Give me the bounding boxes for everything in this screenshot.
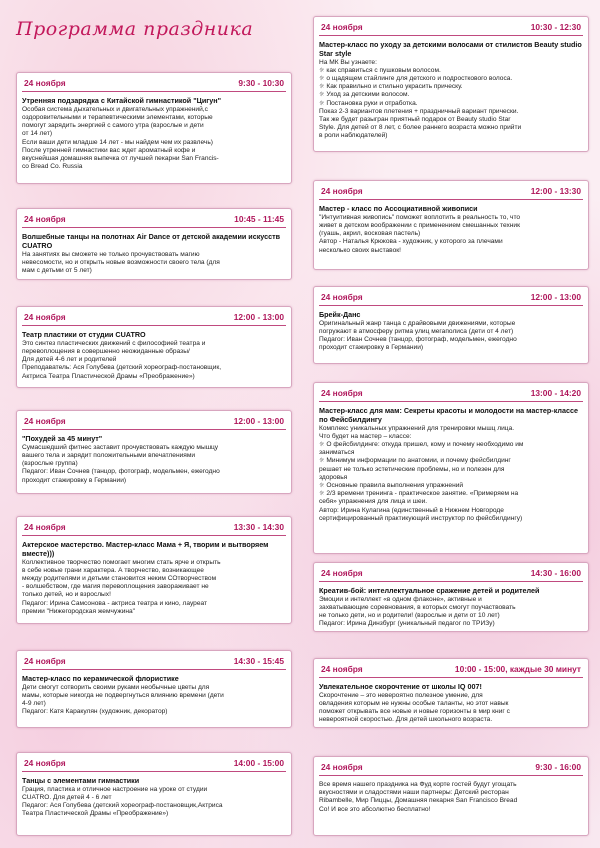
event-date: 24 ноября — [321, 388, 363, 398]
description-line: - волшебством, где магия перевоплощения завораживает не — [22, 583, 209, 591]
description-line: ☼ Минимум информации по анатомии, и почему фейсбилдинг — [319, 457, 511, 465]
description-line: между родителями и детьми становится неким СОтворчеством — [22, 575, 217, 582]
event-time: 10:45 - 11:45 — [234, 214, 284, 224]
description-line: Педагог: Ирина Динзбург (уникальный педагог по ТРИЗу) — [319, 620, 495, 628]
event-header — [319, 565, 583, 582]
event-card — [16, 516, 292, 624]
bullet-icon: ☼ — [319, 91, 325, 99]
description-line: Комплекс уникальных упражнений для тренировки мышц лица. — [319, 424, 515, 432]
event-header — [319, 19, 583, 36]
page-title: Программа праздника — [16, 18, 254, 40]
event-description — [22, 559, 286, 616]
event-date: 24 ноября — [321, 22, 363, 32]
description-line: Скорочтение – это невероятно полезное умение, для — [319, 691, 483, 699]
description-line: Грация, пластика и отличное настроение на уроке от студии — [22, 785, 208, 793]
event-card — [313, 286, 589, 364]
bullet-icon: ☼ — [319, 457, 325, 465]
event-header — [22, 75, 286, 92]
description-line: Педагог: Иван Сочнев (танцор, фотограф, модельмен, ежегодно — [319, 336, 517, 344]
description-line: вкусностями и сладостями наши партнеры: Детский ресторан — [319, 789, 509, 797]
event-time: 9:30 - 10:30 — [238, 78, 284, 88]
description-line: вашего тела и зарядит положительными впечатлениями — [22, 452, 196, 459]
bullet-icon: ☼ — [319, 441, 325, 448]
description-line: Педагог: Иван Сочнев (танцор, фотограф, модельмен, ежегодно — [22, 468, 220, 476]
description-line: После утренней гимнастики вас ждет ароматный кофе и — [22, 146, 196, 154]
description-line: Преподаватель: Ася Голубева (детский хореограф-постановщик, — [22, 364, 222, 372]
description-line: CUATRO. Для детей 4 - 6 лет — [22, 794, 112, 801]
event-title: Волшебные танцы на полотнах Air Dance от детской академии искусств CUATRO — [22, 232, 281, 250]
bullet-icon: ☼ — [319, 490, 325, 498]
event-date: 24 ноября — [321, 664, 363, 674]
description-line: Ribambelle, Мир Пиццы, Домашняя пекарня San Francisco Bread — [319, 797, 518, 805]
event-description — [22, 340, 286, 381]
event-title: Креатив-бой: интеллектуальное сражение детей и родителей — [319, 586, 540, 595]
event-date: 24 ноября — [321, 186, 363, 196]
description-line: невероятной скоростью. Для детей школьного возраста. — [319, 716, 493, 724]
description-line: Это синтез пластических движений с философией театра и — [22, 339, 206, 347]
event-title: Мастер - класс по Ассоциативной живописи — [319, 204, 478, 213]
description-line: Педагог: Ася Голубева (детский хореограф-постановщик,Актриса — [22, 802, 223, 810]
event-description — [22, 106, 286, 172]
event-time: 12:00 - 13:00 — [233, 312, 284, 322]
bullet-icon: ☼ — [319, 75, 325, 82]
description-line: ☼ Уход за детскими волосом. — [319, 91, 410, 99]
event-title: Танцы с элементами гимнастики — [22, 776, 140, 785]
event-description — [319, 425, 583, 523]
description-line: На МК Вы узнаете: — [319, 58, 377, 66]
event-card — [313, 16, 589, 152]
description-line: овладения которым не нужны особые таланты, но этот навык — [319, 700, 509, 707]
event-description — [319, 320, 583, 353]
event-title: Актерское мастерство. Мастер-класс Мама + Я, творим и вытворяем вместе))) — [22, 540, 269, 558]
event-description — [22, 786, 286, 819]
description-line: Актриса Театра Пластической Драмы «Преображение») — [22, 372, 195, 380]
event-header — [22, 211, 286, 228]
event-date: 24 ноября — [24, 416, 66, 426]
description-line: проходит стажировку в Германии) — [22, 476, 127, 484]
event-card — [313, 562, 589, 632]
description-line: мамы, которые никогда не подвергнуться влиянию времени (дети — [22, 692, 224, 699]
event-title: Увлекательное скорочтение от школы IQ 007! — [319, 682, 482, 691]
bullet-icon: ☼ — [319, 66, 325, 74]
description-line: (гуашь, акрил, восковая пастель) — [319, 230, 421, 238]
description-line: Если ваши дети младше 14 лет - мы найдем чем их развлечь) — [22, 138, 213, 146]
event-card — [313, 382, 589, 554]
description-line: Коллективное творчество помогает многим стать ярче и открыть — [22, 558, 221, 566]
event-card — [313, 756, 589, 836]
event-time: 13:00 - 14:20 — [530, 388, 581, 398]
bullet-icon: ☼ — [319, 83, 325, 91]
description-line: Оригинальный жанр танца с драйвовыми движениями, которые — [319, 319, 516, 327]
event-header — [319, 759, 583, 776]
event-time: 12:00 - 13:00 — [233, 416, 284, 426]
event-title: Мастер-класс по керамической флористике — [22, 674, 179, 683]
description-line: co Bread Co. Russia — [22, 163, 83, 171]
event-date: 24 ноября — [24, 522, 66, 532]
description-line: ☼ о щадящем стайлинге для детского и подросткового волоса. — [319, 75, 513, 82]
description-line: не только дети, но и родители! (взрослые и дети от 10 лет) — [319, 612, 500, 620]
event-card — [16, 650, 292, 728]
event-header — [319, 183, 583, 200]
description-line: погружают в атмосферу ритма улиц мегаполиса (дети от 4 лет) — [319, 328, 514, 335]
event-title: Мастер-класс по уходу за детскими волосами от стилистов Beauty studio Star style — [319, 40, 582, 58]
description-line: ☼ Основные правила выполнения упражнений — [319, 482, 464, 490]
description-line: Co! И все это абсолютно бесплатно! — [319, 805, 431, 813]
event-description — [319, 781, 583, 814]
event-description — [319, 59, 583, 141]
description-line: от 14 лет) — [22, 130, 53, 138]
event-card — [16, 410, 292, 494]
event-title: Брейк-Данс — [319, 310, 361, 319]
event-header — [22, 653, 286, 670]
event-header — [319, 385, 583, 402]
description-line: поможет открывать все новые и новые горизонты в мир книг с — [319, 708, 510, 716]
description-line: проходит стажировку в Германии) — [319, 344, 424, 352]
description-line: Для детей 4-6 лет и родителей — [22, 356, 117, 364]
event-title: "Похудей за 45 минут" — [22, 434, 103, 443]
event-time: 14:30 - 15:45 — [233, 656, 284, 666]
description-line: только детей, но и взрослых! — [22, 591, 111, 599]
event-time: 14:30 - 16:00 — [530, 568, 581, 578]
event-date: 24 ноября — [321, 762, 363, 772]
description-line: Сумасшедший фитнес заставит прочувствовать каждую мышцу — [22, 443, 219, 451]
description-line: захватывающие соревнования, в которых смогут поучаствовать — [319, 604, 516, 611]
event-header — [22, 413, 286, 430]
event-date: 24 ноября — [24, 78, 66, 88]
description-line: ☼ как справиться с пушковым волосом. — [319, 66, 441, 74]
description-line: На занятиях вы сможете не только прочувствовать магию — [22, 250, 200, 258]
description-line: Автор: Ирина Кулагина (единственный в Нижнем Новгороде — [319, 506, 504, 514]
event-time: 13:30 - 14:30 — [233, 522, 284, 532]
description-line: (взрослые группа) — [22, 460, 78, 468]
description-line: Показ 2-3 вариантов плетения + праздничный вариант прически. — [319, 107, 519, 115]
description-line: здоровья — [319, 473, 348, 481]
event-title: Театр пластики от студии CUATRO — [22, 330, 146, 339]
description-line: ☼ 2/3 времени тренинга - практическое занятие. «Примеряем на — [319, 490, 519, 498]
event-description — [22, 251, 286, 276]
bullet-icon: ☼ — [319, 482, 325, 490]
event-date: 24 ноября — [24, 758, 66, 768]
description-line: Педагог: Ирина Самсонова - актриса театра и кино, лауреат — [22, 599, 208, 607]
description-line: Все время нашего праздника на Фуд корте гостей будут угощать — [319, 781, 517, 788]
event-date: 24 ноября — [321, 568, 363, 578]
event-header — [22, 519, 286, 536]
description-line: в себе новые грани характера. А творчество, возникающее — [22, 566, 204, 574]
event-time: 12:00 - 13:30 — [530, 186, 581, 196]
description-line: живет в детском воображении с применением смешанных техник — [319, 222, 520, 229]
event-description — [22, 684, 286, 717]
description-line: ☼ Как правильно и стильно украсить прическу. — [319, 83, 463, 91]
description-line: невесомости, но и открыть новые возможности своего тела (для — [22, 258, 220, 266]
event-time: 12:00 - 13:00 — [530, 292, 581, 302]
event-time: 10:00 - 15:00, каждые 30 минут — [454, 664, 581, 674]
description-line: Особая система дыхательных и двигательных упражнений,с — [22, 105, 208, 113]
description-line: Автор - Наталья Крюкова - художник, у которого за плечами — [319, 238, 503, 246]
event-time: 14:00 - 15:00 — [233, 758, 284, 768]
description-line: премии "Нижегородская жемчужина" — [22, 607, 136, 615]
event-time: 9:30 - 16:00 — [535, 762, 581, 772]
description-line: мам с детьми от 5 лет) — [22, 267, 92, 274]
description-line: помогут зарядить энергией с самого утра (взрослые и дети — [22, 122, 204, 130]
event-description — [319, 596, 583, 629]
description-line: несколько своих выставок! — [319, 246, 401, 254]
event-header — [319, 661, 583, 678]
description-line: себя» упражнения для лица и шеи. — [319, 498, 428, 506]
event-card — [313, 180, 589, 270]
event-card — [16, 306, 292, 388]
description-line: заниматься — [319, 449, 355, 457]
description-line: ☼ Постановка руки и отработка. — [319, 99, 418, 107]
description-line: Театра Пластической Драмы «Преображение») — [22, 810, 169, 818]
description-line: Так же будет разыгран приятный подарок от Beauty studio Star — [319, 116, 511, 124]
event-title: Мастер-класс для мам: Секреты красоты и молодости на мастер-классе по Фейсбилдингу — [319, 406, 578, 424]
event-card — [16, 752, 292, 836]
event-card — [16, 72, 292, 184]
description-line: перевоплощения в совершенно неожиданные образы/ — [22, 348, 190, 355]
description-line: оздоровительными и терапевтическими элементами, которые — [22, 114, 213, 121]
description-line: в роли наблюдателей) — [319, 132, 388, 140]
event-card — [313, 658, 589, 728]
event-header — [319, 289, 583, 306]
event-date: 24 ноября — [321, 292, 363, 302]
event-header — [22, 755, 286, 772]
event-description — [22, 444, 286, 485]
description-line: Style. Для детей от 8 лет, с более раннего возраста можно прийти — [319, 124, 522, 132]
event-card — [16, 208, 292, 280]
description-line: "Интуитивная живопись" поможет воплотить в реальность то, что — [319, 213, 521, 221]
event-description — [319, 692, 583, 725]
description-line: ☼ О фейсбилдинге: откуда пришел, кому и почему необходимо им — [319, 441, 524, 448]
description-line: Что будет на мастер – классе: — [319, 432, 412, 440]
event-time: 10:30 - 12:30 — [530, 22, 581, 32]
description-line: Дети смогут сотворить своими руками необычные цветы для — [22, 683, 210, 691]
description-line: решает не только эстетические проблемы, но и полезен для — [319, 465, 505, 473]
description-line: вкуснейшая домашняя выпечка от лучшей пекарни San Francis- — [22, 155, 219, 163]
event-header — [22, 309, 286, 326]
event-title: Утренняя подзарядка с Китайской гимнастикой "Цигун" — [22, 96, 222, 105]
event-date: 24 ноября — [24, 312, 66, 322]
event-description — [319, 214, 583, 255]
bullet-icon: ☼ — [319, 99, 325, 107]
description-line: Педагог: Катя Каракулян (художник, декоратор) — [22, 708, 168, 716]
event-date: 24 ноября — [24, 656, 66, 666]
description-line: Эмоции и интеллект «в одном флаконе», активные и — [319, 595, 482, 603]
description-line: сертифицированный практикующий инструктор по фейсбилдингу) — [319, 514, 523, 522]
event-date: 24 ноября — [24, 214, 66, 224]
description-line: 4-9 лет) — [22, 700, 46, 708]
